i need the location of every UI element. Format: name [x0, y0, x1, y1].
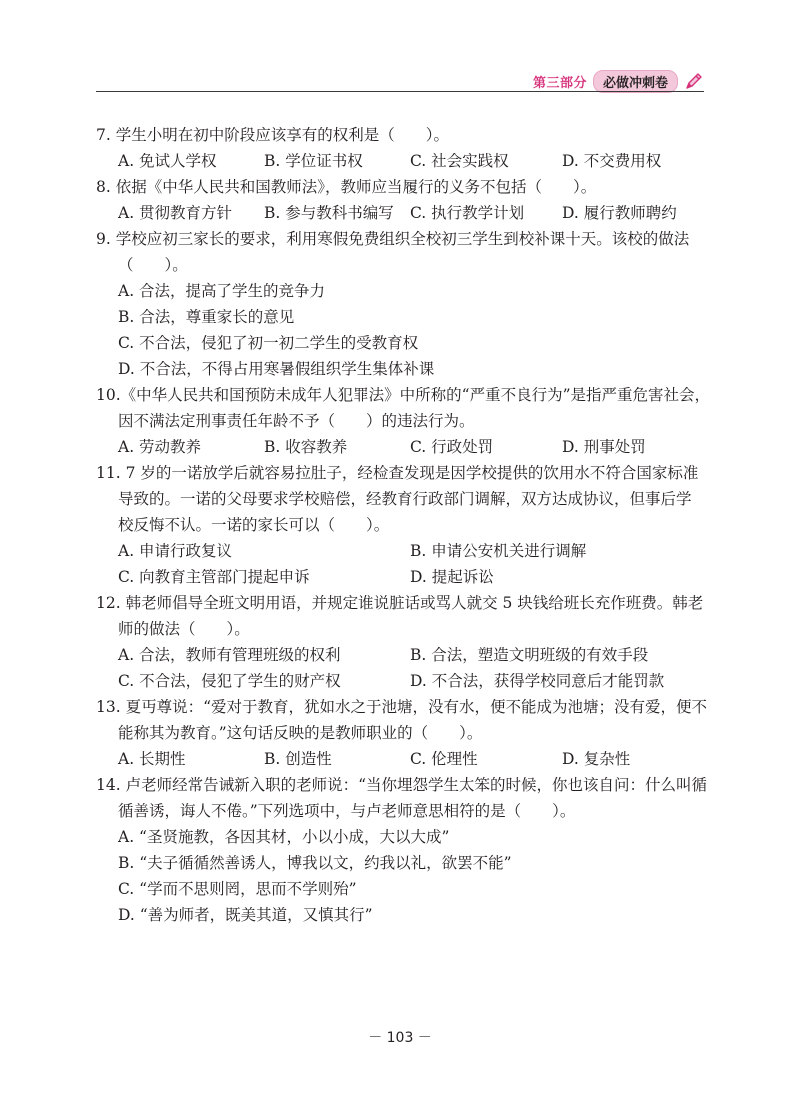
options [96, 434, 710, 460]
question-text-continued: 能称其为教育。”这句话反映的是教师职业的（ ）。 [118, 724, 483, 742]
section-title: 第三部分 [532, 75, 587, 91]
option-c: C. 不合法，侵犯了学生的财产权 [118, 672, 341, 690]
question-text-continued: 师的做法（ ）。 [118, 620, 250, 638]
option-a: A. 劳动教养 [118, 438, 202, 456]
question-list [96, 122, 710, 928]
question-text-continued: 导致的。一诺的父母要求学校赔偿，经教育行政部门调解，双方达成协议，但事后学 [118, 490, 692, 508]
option-d: D. 不合法，获得学校同意后才能罚款 [410, 672, 665, 690]
question-7 [96, 122, 710, 174]
question-text-continued: 校反悔不认。一诺的家长可以（ ）。 [118, 516, 390, 534]
pencil-icon [684, 71, 704, 91]
option-c: C. “学而不思则罔，思而不学则殆” [118, 880, 357, 898]
option-b: B. 收容教养 [264, 438, 348, 456]
option-c: C. 行政处罚 [410, 438, 494, 456]
question-text: 14. 卢老师经常告诫新入职的老师说：“当你埋怨学生太笨的时候，你也该自问：什么叫循 [96, 776, 708, 794]
options [96, 538, 710, 590]
option-b: B. 合法，塑造文明班级的有效手段 [410, 646, 649, 664]
question-text: 13. 夏丏尊说：“爱对于教育，犹如水之于池塘，没有水，便不能成为池塘；没有爱，便不 [96, 698, 708, 716]
question-8 [96, 174, 710, 226]
option-c: C. 社会实践权 [410, 152, 509, 170]
question-14 [96, 772, 710, 928]
option-a: A. 合法，教师有管理班级的权利 [118, 646, 341, 664]
header-labels [533, 70, 704, 92]
subsection-badge: 必做冲刺卷 [593, 70, 678, 93]
page-header [96, 70, 704, 92]
option-b: B. 创造性 [264, 750, 332, 768]
question-text: 7. 学生小明在初中阶段应该享有的权利是（ ）。 [96, 126, 449, 144]
question-text-continued: （ ）。 [118, 256, 188, 274]
option-a: A. 申请行政复议 [118, 542, 233, 560]
option-d: D. “善为师者，既美其道，又慎其行” [118, 906, 373, 924]
option-a: A. 贯彻教育方针 [118, 204, 233, 222]
header-divider [96, 91, 704, 92]
option-d: D. 提起诉讼 [410, 568, 494, 586]
options [96, 148, 710, 174]
question-11 [96, 460, 710, 590]
question-10 [96, 382, 710, 460]
question-text: 11. 7 岁的一诺放学后就容易拉肚子，经检查发现是因学校提供的饮用水不符合国家标准 [96, 464, 699, 482]
question-text: 10.《中华人民共和国预防未成年人犯罪法》中所称的“严重不良行为”是指严重危害社会， [96, 386, 711, 404]
options [96, 200, 710, 226]
option-d: D. 不交费用权 [562, 152, 662, 170]
option-d: D. 刑事处罚 [562, 438, 646, 456]
question-13 [96, 694, 710, 772]
option-c: C. 伦理性 [410, 750, 478, 768]
option-c: C. 向教育主管部门提起申诉 [118, 568, 310, 586]
question-text: 8. 依据《中华人民共和国教师法》，教师应当履行的义务不包括（ ）。 [96, 178, 597, 196]
option-d: D. 不合法，不得占用寒暑假组织学生集体补课 [118, 360, 435, 378]
options [96, 642, 710, 694]
option-d: D. 复杂性 [562, 750, 631, 768]
option-c: C. 不合法，侵犯了初一初二学生的受教育权 [118, 334, 419, 352]
question-9 [96, 226, 710, 382]
question-text: 9. 学校应初三家长的要求，利用寒假免费组织全校初三学生到校补课十天。该校的做法 [96, 230, 690, 248]
question-text-continued: 因不满法定刑事责任年龄不予（ ）的违法行为。 [118, 412, 475, 430]
question-12 [96, 590, 710, 694]
option-b: B. 参与教科书编写 [264, 204, 394, 222]
option-a: A. “圣贤施教，各因其材，小以小成，大以大成” [118, 828, 450, 846]
option-d: D. 履行教师聘约 [562, 204, 677, 222]
option-b: B. 学位证书权 [264, 152, 363, 170]
option-c: C. 执行教学计划 [410, 204, 525, 222]
question-text-continued: 循善诱，诲人不倦。”下列选项中，与卢老师意思相符的是（ ）。 [118, 802, 576, 820]
option-b: B. 申请公安机关进行调解 [410, 542, 587, 560]
option-b: B. “夫子循循然善诱人，博我以文，约我以礼，欲罢不能” [118, 854, 512, 872]
option-a: A. 免试人学权 [118, 152, 217, 170]
question-text: 12. 韩老师倡导全班文明用语，并规定谁说脏话或骂人就交 5 块钱给班长充作班费。韩老 [96, 594, 704, 612]
options [96, 746, 710, 772]
option-a: A. 合法，提高了学生的竞争力 [118, 282, 326, 300]
option-a: A. 长期性 [118, 750, 186, 768]
option-b: B. 合法，尊重家长的意见 [118, 308, 295, 326]
page-number: － 103 － [368, 1030, 432, 1046]
